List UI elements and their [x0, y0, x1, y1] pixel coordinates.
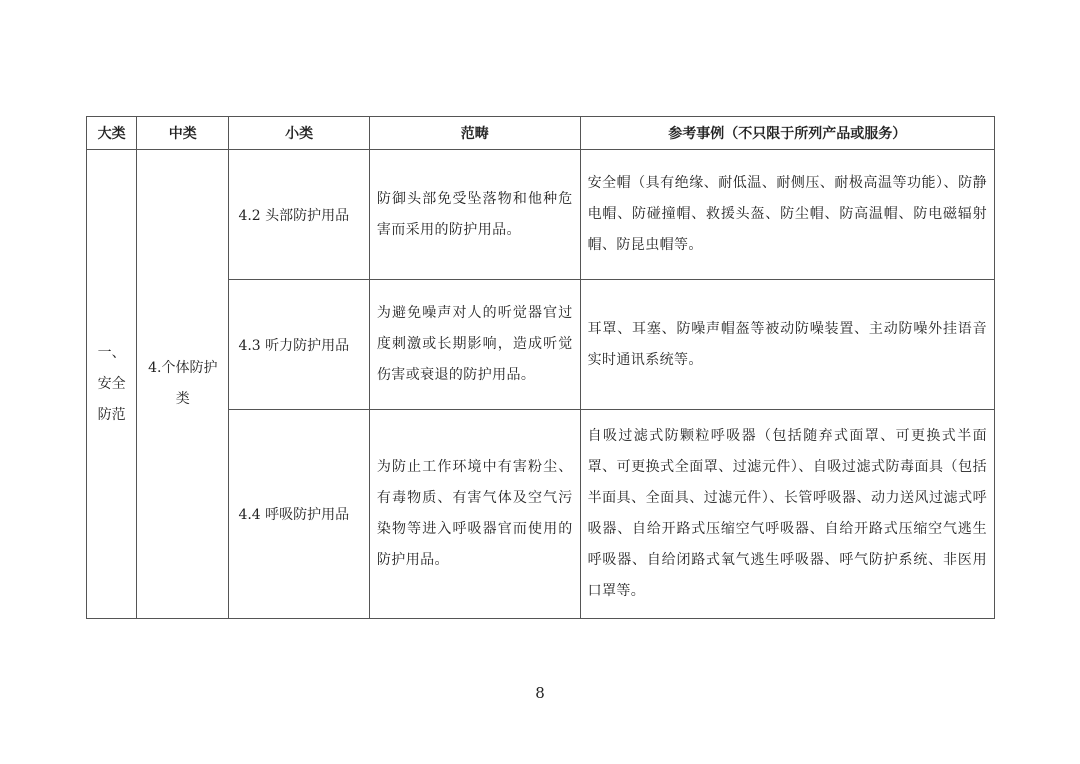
- major-category-cell: [87, 150, 137, 619]
- classification-table: [86, 116, 995, 619]
- major-category-line: 安全: [97, 375, 126, 392]
- mid-category-cell: [137, 150, 229, 619]
- table-header-row: [87, 117, 995, 150]
- major-category-line: 一、: [97, 344, 126, 361]
- scope-cell: 防御头部免受坠落物和他种危害而采用的防护用品。: [369, 150, 580, 280]
- sub-category-cell: 4.4 呼吸防护用品: [229, 410, 369, 619]
- header-scope: 范畴: [369, 117, 580, 150]
- mid-category-line: 4.个体防护: [148, 360, 218, 376]
- mid-category-line: 类: [175, 391, 190, 407]
- header-sub-category: 小类: [229, 117, 369, 150]
- examples-cell: 自吸过滤式防颗粒呼吸器（包括随弃式面罩、可更换式半面罩、可更换式全面罩、过滤元件）、自吸过滤式防毒面具（包括半面具、全面具、过滤元件）、长管呼吸器、动力送风过滤式呼吸器、自给开路式压缩空气呼吸器、自给开路式压缩空气逃生呼吸器、自给闭路式氧气逃生呼吸器、呼气防护系统、非医用口罩等。: [580, 410, 994, 619]
- scope-cell: 为防止工作环境中有害粉尘、有毒物质、有害气体及空气污染物等进入呼吸器官而使用的防护用品。: [369, 410, 580, 619]
- examples-cell: 耳罩、耳塞、防噪声帽盔等被动防噪装置、主动防噪外挂语音实时通讯系统等。: [580, 280, 994, 410]
- scope-cell: 为避免噪声对人的听觉器官过度刺激或长期影响，造成听觉伤害或衰退的防护用品。: [369, 280, 580, 410]
- header-examples: 参考事例（不只限于所列产品或服务）: [580, 117, 994, 150]
- header-major-category: 大类: [87, 117, 137, 150]
- page-number: 8: [535, 684, 545, 702]
- sub-category-cell: 4.2 头部防护用品: [229, 150, 369, 280]
- major-category-line: 防范: [97, 406, 126, 423]
- header-mid-category: 中类: [137, 117, 229, 150]
- table-row: [87, 150, 995, 280]
- sub-category-cell: 4.3 听力防护用品: [229, 280, 369, 410]
- examples-cell: 安全帽（具有绝缘、耐低温、耐侧压、耐极高温等功能）、防静电帽、防碰撞帽、救援头盔、防尘帽、防高温帽、防电磁辐射帽、防昆虫帽等。: [580, 150, 994, 280]
